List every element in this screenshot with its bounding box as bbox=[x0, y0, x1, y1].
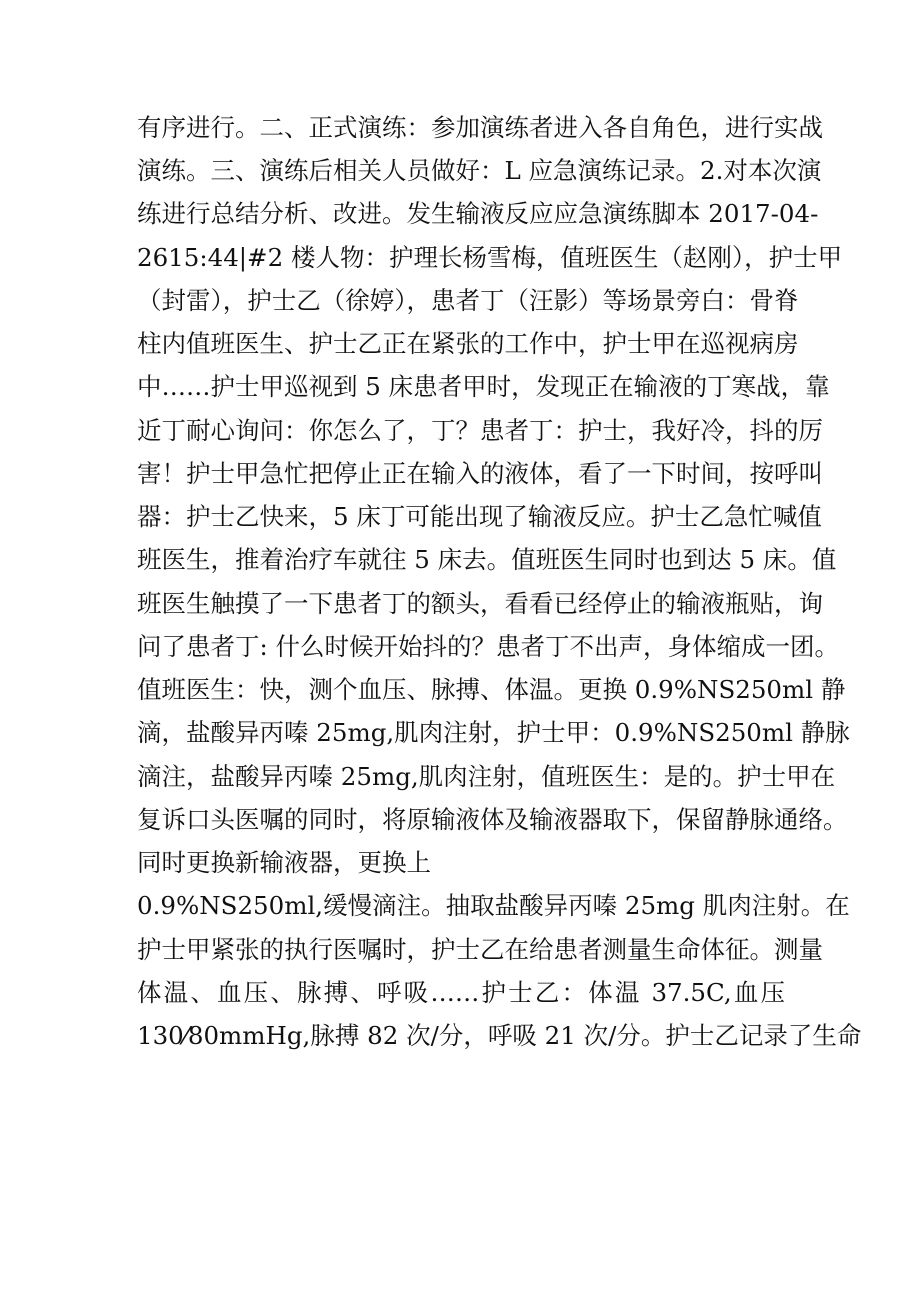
text-line-5: （封雷），护士乙（徐婷），患者丁（汪影）等场景旁白：骨脊 bbox=[137, 286, 799, 315]
text-line-10: 器：护士乙快来，5 床丁可能出现了输液反应。护士乙急忙喊值 bbox=[137, 502, 822, 531]
text-line-18: 同时更换新输液器，更换上 bbox=[137, 848, 431, 877]
text-line-6: 柱内值班医生、护士乙正在紧张的工作中，护士甲在巡视病房 bbox=[137, 329, 799, 358]
text-line-7: 中……护士甲巡视到 5 床患者甲时，发现正在输液的丁寒战，靠 bbox=[137, 372, 830, 401]
text-line-9: 害！护士甲急忙把停止正在输入的液体，看了一下时间，按呼叫 bbox=[137, 459, 823, 488]
text-line-2: 演练。三、演练后相关人员做好：L 应急演练记录。2.对本次演 bbox=[137, 156, 822, 185]
text-line-8: 近丁耐心询问：你怎么了，丁？患者丁：护士，我好冷，抖的厉 bbox=[137, 416, 823, 445]
text-line-11: 班医生，推着治疗车就往 5 床去。值班医生同时也到达 5 床。值 bbox=[137, 545, 837, 574]
text-line-15: 滴，盐酸异丙嗪 25mg,肌肉注射，护士甲：0.9%NS250ml 静脉 bbox=[137, 718, 850, 747]
text-line-4: 2615:44|#2 楼人物：护理长杨雪梅，值班医生（赵刚），护士甲 bbox=[137, 243, 843, 272]
text-line-1: 有序进行。二、正式演练：参加演练者进入各自角色，进行实战 bbox=[137, 113, 823, 142]
text-line-17: 复诉口头医嘱的同时，将原输液体及输液器取下，保留静脉通络。 bbox=[137, 805, 848, 834]
text-line-14: 值班医生：快，测个血压、脉搏、体温。更换 0.9%NS250ml 静 bbox=[137, 675, 846, 704]
text-line-16: 滴注，盐酸异丙嗪 25mg,肌肉注射，值班医生：是的。护士甲在 bbox=[137, 762, 836, 791]
text-line-22: 130⁄80mmHg,脉搏 82 次/分，呼吸 21 次/分。护士乙记录了生命 bbox=[137, 1021, 862, 1050]
text-line-19: 0.9%NS250ml,缓慢滴注。抽取盐酸异丙嗪 25mg 肌肉注射。在 bbox=[137, 891, 850, 920]
text-line-21: 体温、血压、脉搏、呼吸……护士乙：体温 37.5C,血压 bbox=[137, 978, 785, 1007]
text-line-3: 练进行总结分析、改进。发生输液反应应急演练脚本 2017-04- bbox=[137, 199, 819, 228]
text-line-13: 问了患者丁: 什么时候开始抖的？患者丁不出声，身体缩成一团。 bbox=[137, 632, 840, 661]
text-line-12: 班医生触摸了一下患者丁的额头，看看已经停止的输液瓶贴，询 bbox=[137, 589, 823, 618]
text-line-20: 护士甲紧张的执行医嘱时，护士乙在给患者测量生命体征。测量 bbox=[137, 935, 823, 964]
